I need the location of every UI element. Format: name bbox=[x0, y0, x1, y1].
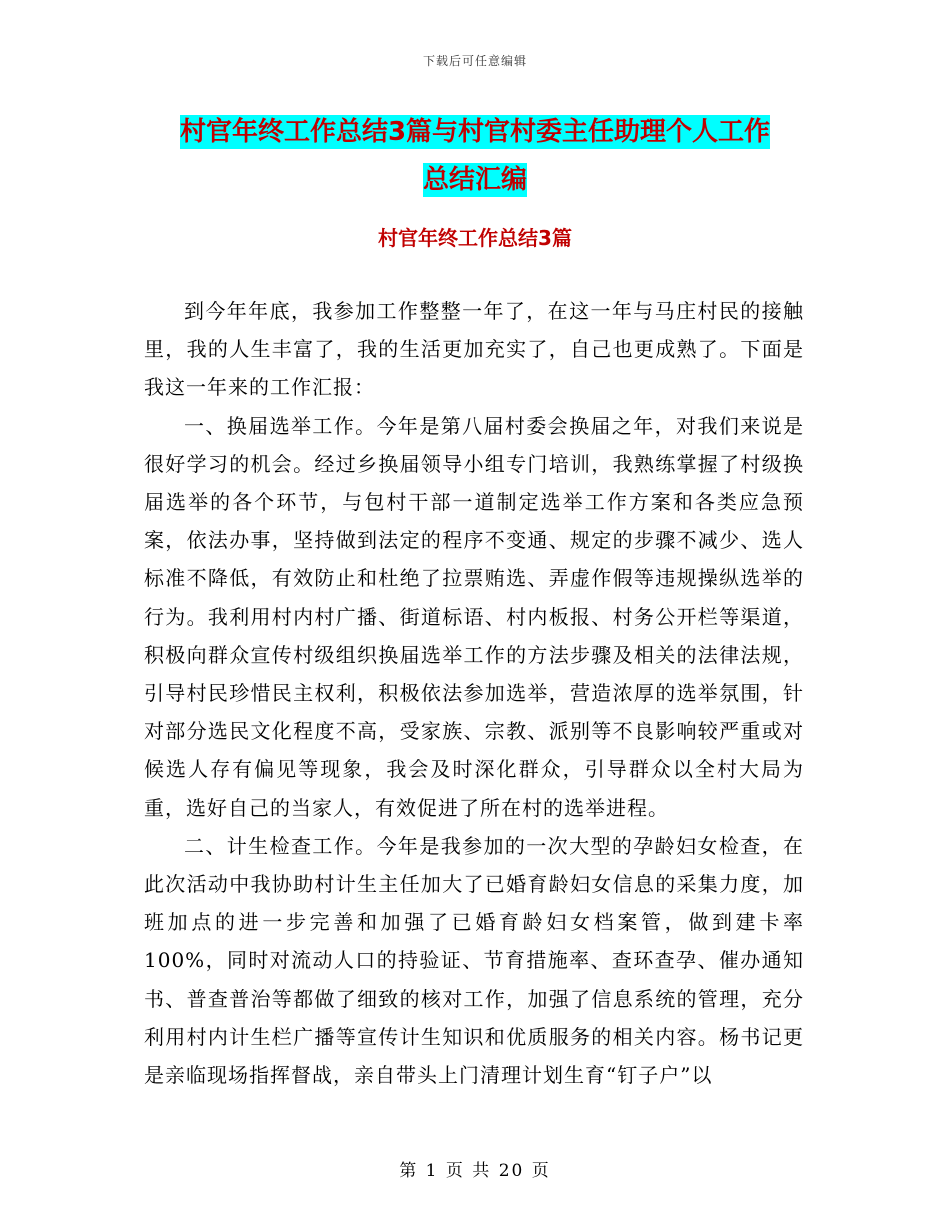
page-number-footer: 第 1 页 共 20 页 bbox=[399, 1161, 551, 1181]
section-title: 村官年终工作总结3篇 bbox=[378, 226, 572, 250]
document-title-line-2: 总结汇编 bbox=[422, 165, 527, 195]
document-body bbox=[144, 292, 804, 1094]
paragraph-election-work: 一、换届选举工作。今年是第八届村委会换届之年，对我们来说是很好学习的机会。经过乡换届领导小组专门培训，我熟练掌握了村级换届选举的各个环节，与包村干部一道制定选举工作方案和各类应急预案，依法办事，坚持做到法定的程序不变通、规定的步骤不减少、选人标准不降低，有效防止和杜绝了拉票贿选、弄虚作假等违规操纵选举的行为。我利用村内村广播、街道标语、村内板报、村务公开栏等渠道，积极向群众宣传村级组织换届选举工作的方法步骤及相关的法律法规，引导村民珍惜民主权利，积极依法参加选举，营造浓厚的选举氛围，针对部分选民文化程度不高，受家族、宗教、派别等不良影响较严重或对候选人存有偏见等现象，我会及时深化群众，引导群众以全村大局为重，选好自己的当家人，有效促进了所在村的选举进程。 bbox=[144, 413, 804, 820]
document-title bbox=[0, 108, 950, 204]
document-title-line-1: 村官年终工作总结3篇与村官村委主任助理个人工作 bbox=[179, 117, 771, 147]
paragraph-intro: 到今年年底，我参加工作整整一年了，在这一年与马庄村民的接触里，我的人生丰富了，我的生活更加充实了，自己也更成熟了。下面是我这一年来的工作汇报： bbox=[144, 299, 804, 400]
paragraph-family-planning: 二、计生检查工作。今年是我参加的一次大型的孕龄妇女检查，在此次活动中我协助村计生主任加大了已婚育龄妇女信息的采集力度，加班加点的进一步完善和加强了已婚育龄妇女档案管，做到建卡率100%，同时对流动人口的持验证、节育措施率、查环查孕、催办通知书、普查普治等都做了细致的核对工作，加强了信息系统的管理，充分利用村内计生栏广播等宣传计生知识和优质服务的相关内容。杨书记更是亲临现场指挥督战，亲自带头上门清理计划生育“钉子户”以 bbox=[144, 833, 804, 1088]
page-header-note: 下载后可任意编辑 bbox=[422, 54, 527, 68]
